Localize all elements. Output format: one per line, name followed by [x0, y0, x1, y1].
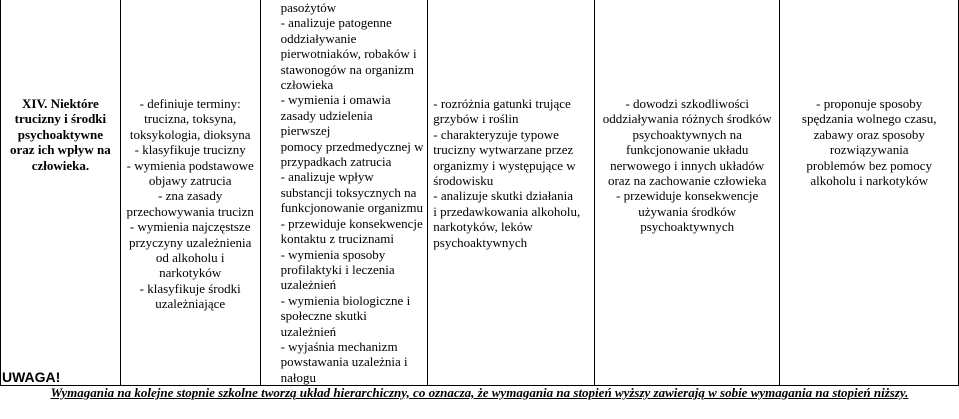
topic-cell: [1, 0, 121, 386]
note-title: UWAGA!: [2, 369, 61, 385]
requirements-level-1-text: - definiuje terminy: trucizna, toksyna, toksykologia, dioksyna - klasyfikuje trucizny - wymienia podstawowe objawy zatrucia - zna zasady przechowywania trucizn - wymienia najczęstsze przyczyny uzależnienia od alkoholu i narkotyków - klasyfikuje środki uzależniające: [126, 96, 254, 312]
requirements-level-2-text: pasożytów - analizuje patogenne oddziaływanie pierwotniaków, robaków i stawonogów na organizm człowieka - wymienia i omawia zasady udzielenia pierwszej pomocy przedmedycznej w przypadkach zatrucia - analizuje wpływ substancji toksycznych na funkcjonowanie organizmu - przewiduje konsekwencje kontaktu z truciznami - wymienia sposoby profilaktyki i leczenia uzależnień - wymienia biologiczne i społeczne skutki uzależnień - wyjaśnia mechanizm powstawania uzależnia i nałogu: [280, 0, 424, 385]
requirements-level-1-cell: [120, 0, 260, 386]
requirements-level-5-text: - proponuje sposoby spędzania wolnego czasu, zabawy oraz sposoby rozwiązywania problemów bez pomocy alkoholu i narkotyków: [801, 96, 937, 189]
requirements-level-4-text: - dowodzi szkodliwości oddziaływania różnych środków psychoaktywnych na funkcjonowanie układu nerwowego i innych układów oraz na zachowanie człowieka - przewiduje konsekwencje używania środków psychoaktywnych: [602, 96, 772, 235]
requirements-level-3-cell: [428, 0, 595, 386]
note-text: Wymagania na kolejne stopnie szkolne tworzą układ hierarchiczny, co oznacza, że wymagania na stopień wyższy zawierają w sobie wymagania na stopień niższy.: [50, 385, 909, 400]
requirements-level-2-cell: [260, 0, 428, 386]
requirements-level-5-cell: [780, 0, 959, 386]
topic-text: XIV. Niektóre trucizny i środki psychoaktywne oraz ich wpływ na człowieka.: [10, 96, 111, 173]
requirements-level-4-cell: [594, 0, 780, 386]
table-row: [1, 0, 959, 386]
requirements-level-3-text: - rozróżnia gatunki trujące grzybów i roślin - charakteryzuje typowe trucizny wytwarzane przez organizmy i występujące w środowisku - analizuje skutki działania i przedawkowania alkoholu, narkotyków, leków psychoaktywnych: [433, 96, 581, 250]
